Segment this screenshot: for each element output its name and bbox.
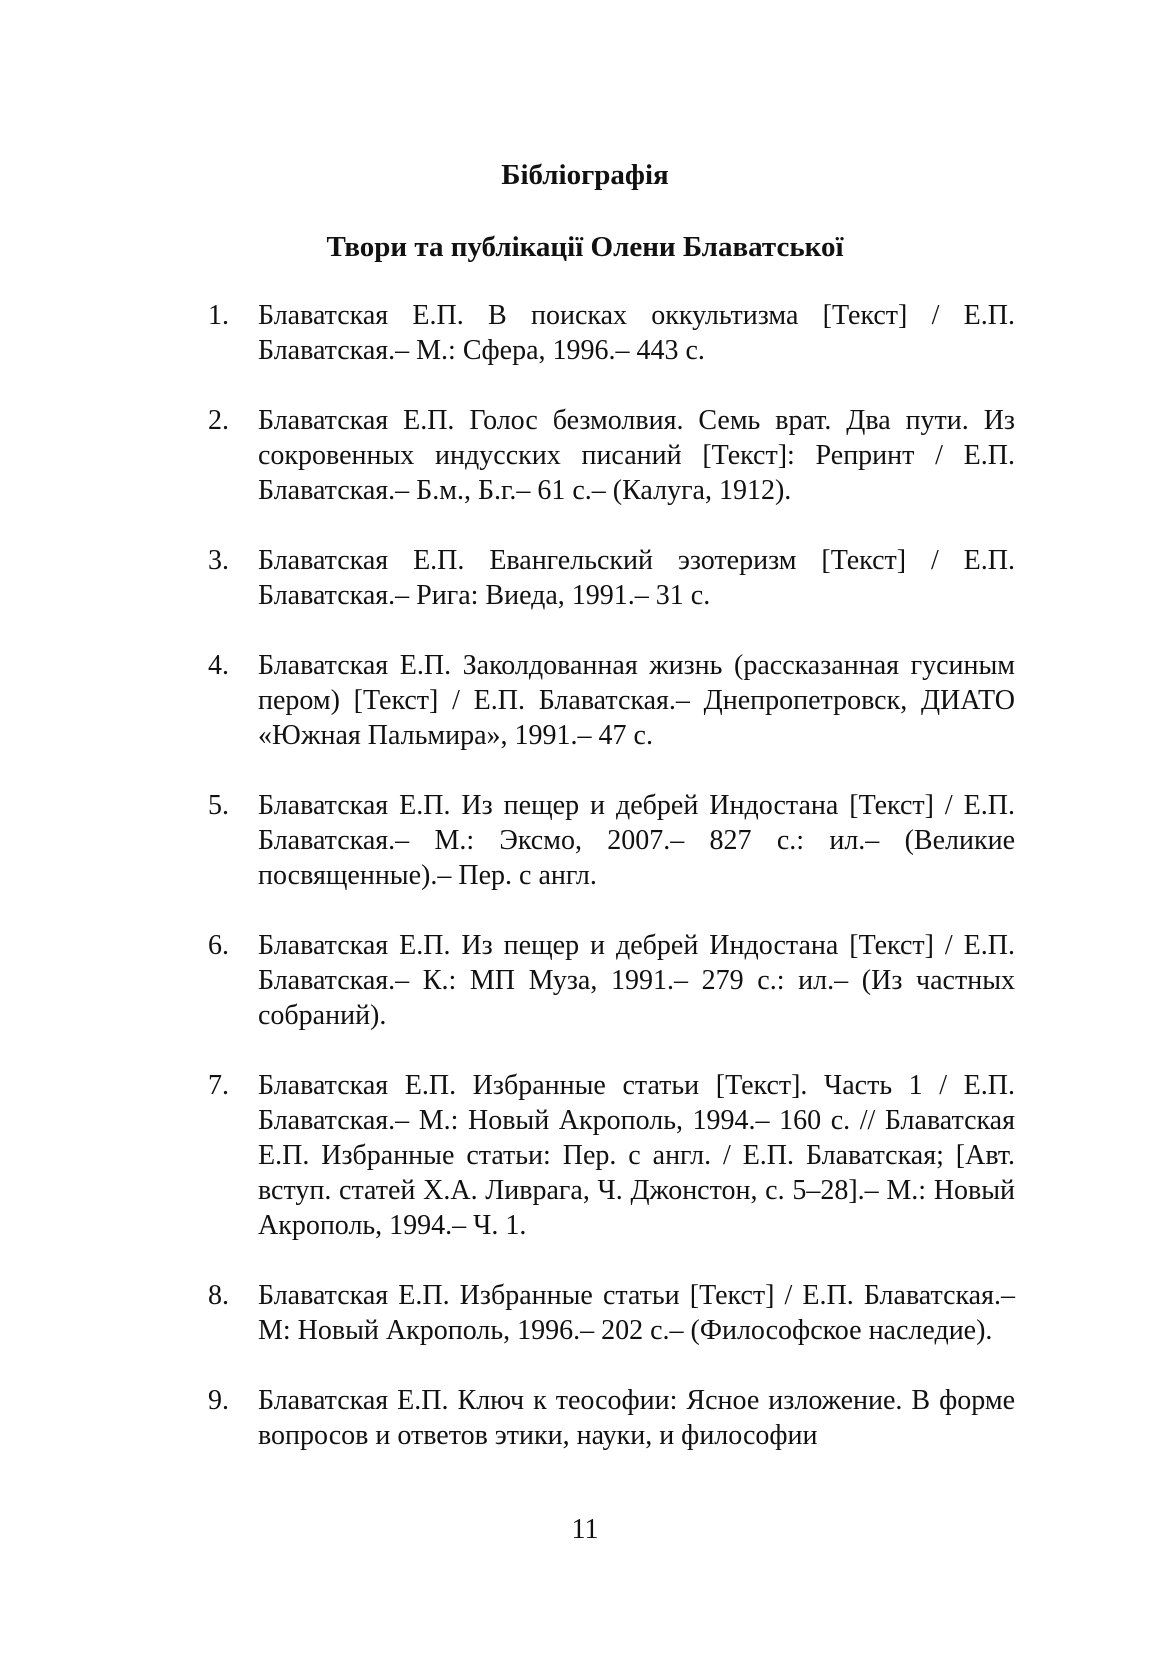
bibliography-list [190, 298, 1015, 1488]
entry-number: 3. [208, 545, 229, 576]
entry-text: Блаватская Е.П. Голос безмолвия. Семь врат. Два пути. Из сокровенных индусских писаний [Текст]: Репринт / Е.П. Блаватская.– Б.м., Б.г.– 61 с.– (Калуга, 1912). [258, 405, 1015, 506]
bibliography-entry [190, 403, 1015, 508]
page-number: 11 [571, 1514, 599, 1545]
entry-number: 1. [208, 300, 229, 331]
entry-number: 2. [208, 405, 229, 436]
entry-number: 8. [208, 1280, 229, 1311]
entry-text: Блаватская Е.П. Из пещер и дебрей Индостана [Текст] / Е.П. Блаватская.– К.: МП Муза, 1991.– 279 с.: ил.– (Из частных собраний). [258, 930, 1015, 1031]
bibliography-entry [190, 928, 1015, 1033]
bibliography-entry [190, 1068, 1015, 1243]
entry-number: 7. [208, 1070, 229, 1101]
entry-text: Блаватская Е.П. Ключ к теософии: Ясное изложение. В форме вопросов и ответов этики, науки, и философии [258, 1385, 1015, 1451]
bibliography-entry [190, 648, 1015, 753]
entry-number: 6. [208, 930, 229, 961]
entry-number: 9. [208, 1385, 229, 1416]
entry-text: Блаватская Е.П. Избранные статьи [Текст] / Е.П. Блаватская.– М: Новый Акрополь, 1996.– 202 с.– (Философское наследие). [258, 1280, 1015, 1346]
bibliography-entry [190, 543, 1015, 613]
bibliography-entry [190, 1383, 1015, 1453]
bibliography-entry [190, 298, 1015, 368]
bibliography-entry [190, 1278, 1015, 1348]
entry-number: 4. [208, 650, 229, 681]
entry-text: Блаватская Е.П. В поисках оккультизма [Текст] / Е.П. Блаватская.– М.: Сфера, 1996.– 443 с. [258, 300, 1015, 366]
bibliography-entry [190, 788, 1015, 893]
entry-text: Блаватская Е.П. Евангельский эзотеризм [Текст] / Е.П. Блаватская.– Рига: Виеда, 1991.– 31 с. [258, 545, 1015, 611]
section-title: Твори та публікації Олени Блаватської [326, 231, 844, 263]
entry-text: Блаватская Е.П. Избранные статьи [Текст]. Часть 1 / Е.П. Блаватская.– М.: Новый Акрополь, 1994.– 160 с. // Блаватская Е.П. Избранные статьи: Пер. с англ. / Е.П. Блаватская; [Авт. вступ. статей Х.А. Ливрага, Ч. Джонстон, с. 5–28].– М.: Новый Акрополь, 1994.– Ч. 1. [258, 1070, 1015, 1241]
entry-text: Блаватская Е.П. Заколдованная жизнь (рассказанная гусиным пером) [Текст] / Е.П. Блаватская.– Днепропетровск, ДИАТО «Южная Пальмира», 1991.– 47 с. [258, 650, 1015, 751]
entry-number: 5. [208, 790, 229, 821]
entry-text: Блаватская Е.П. Из пещер и дебрей Индостана [Текст] / Е.П. Блаватская.– М.: Эксмо, 2007.– 827 с.: ил.– (Великие посвященные).– Пер. с англ. [258, 790, 1015, 891]
page-title: Бібліографія [501, 159, 669, 191]
